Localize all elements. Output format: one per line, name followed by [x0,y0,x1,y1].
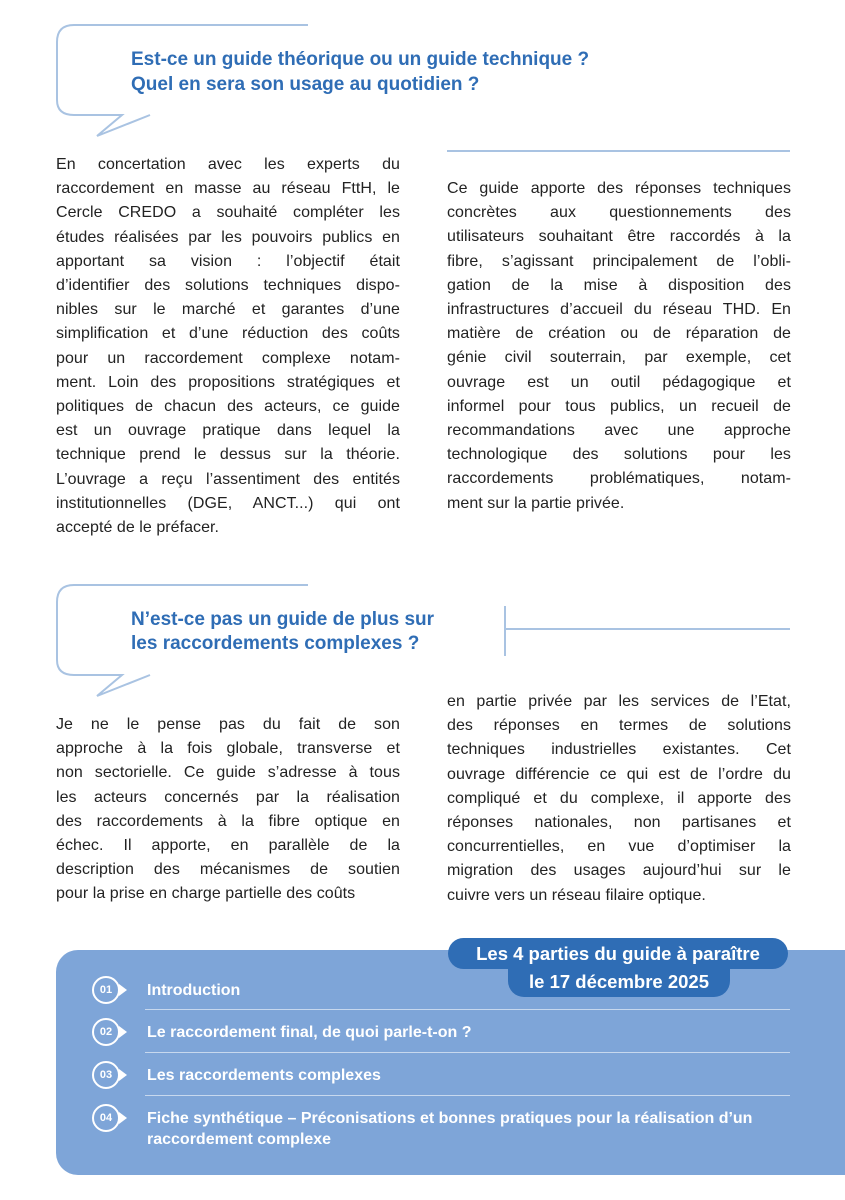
toc-item-1-label: Introduction [147,982,241,999]
text-line: gation de la mise à disposition des [447,276,791,294]
section1-left-column [56,153,400,540]
text-line: Ce guide apporte des réponses techniques [447,180,791,197]
text-line: matière de création ou de réparation de [447,325,791,343]
text-line: concrètes aux questionnements des [447,204,791,222]
text-line: échec. Il apporte, en parallèle de la [56,837,400,855]
text-line: est un ouvrage pratique dans lequel la [56,422,400,440]
text-line: informel pour tous publics, un recueil de [447,397,791,415]
text-line: migration des usages aujourd’hui sur le [447,862,791,880]
text-line: L’ouvrage a reçu l’assentiment des entités [56,470,400,488]
text-line: non sectorielle. Ce guide s’adresse à tous [56,764,400,782]
text-line: pour la prise en charge partielle des coûts [56,885,356,903]
text-line: Cercle CREDO a souhaité compléter les [56,204,400,222]
text-line: ouvrage est un outil pédagogique et [447,373,791,391]
toc-item-4-label: Fiche synthétique – Préconisations et bonnes pratiques pour la réalisation d’un raccordement complexe [147,1110,753,1148]
section2-left-column [56,713,400,907]
text-line: Je ne le pense pas du fait de son [56,716,400,733]
number-04-icon: 04 [92,1104,120,1132]
question-2-line2: les raccordements complexes ? [131,633,420,654]
text-line: institutionnelles (DGE, ANCT...) qui ont [56,494,400,512]
toc-item-2-label: Le raccordement final, de quoi parle-t-on ? [147,1024,472,1041]
text-line: infrastructures d’accueil du réseau THD. En [447,301,791,319]
text-line: raccordement en masse au réseau FttH, le [56,180,400,198]
section1-right-column [447,177,791,516]
text-line: des réponses en termes de solutions [447,717,791,735]
text-line: politiques de chacun des acteurs, ce guide [56,398,400,416]
text-line: études réalisées par les pouvoirs publics en [56,228,400,246]
text-line: nibles sur le marché et garantes d’une [56,301,400,319]
text-line: pour un raccordement complexe notam- [56,349,400,367]
text-line: technique prend le dessus sur la théorie. [56,446,400,464]
text-line: description des mécanismes de soutien [56,861,400,879]
text-line: concurrentielles, en vue d’optimiser la [447,838,791,856]
text-line: simplification et d’une réduction des coûts [56,325,400,343]
number-01-icon: 01 [92,976,120,1004]
text-line: en partie privée par les services de l’Etat, [447,693,791,710]
toc-separator [145,1095,790,1096]
question-1-line2: Quel en sera son usage au quotidien ? [131,74,480,95]
text-line: approche à la fois globale, transverse et [56,740,400,758]
text-line: apportant sa vision : l’objectif était [56,252,400,270]
text-line: raccordements problématiques, notam- [447,470,791,488]
text-line: En concertation avec les experts du [56,156,400,173]
divider-1 [447,150,790,152]
guide-parts-heading-line1: Les 4 parties du guide à paraître [448,938,788,969]
text-line: d’identifier des solutions techniques dispo- [56,277,400,295]
divider-2 [504,628,790,630]
section2-right-column [447,690,791,908]
toc-separator [145,1009,790,1010]
text-line: techniques industrielles existantes. Cet [447,741,791,759]
text-line: réponses nationales, non partisanes et [447,814,791,832]
text-line: les acteurs concernés par la réalisation [56,788,400,806]
divider-2-vertical [504,606,506,656]
question-2-line1: N’est-ce pas un guide de plus sur [131,609,435,630]
number-03-icon: 03 [92,1061,120,1089]
text-line: ment. Loin des propositions stratégiques et [56,373,400,391]
text-line: cuivre vers un réseau filaire optique. [447,886,706,904]
text-line: accepté de le préfacer. [56,519,220,537]
toc-separator [145,1052,790,1053]
text-line: des raccordements à la fibre optique en [56,812,400,830]
toc-item-3-label: Les raccordements complexes [147,1067,381,1084]
text-line: génie civil souterrain, par exemple, cet [447,349,791,367]
text-line: technologique des solutions pour les [447,446,791,464]
text-line: fibre, s’agissant principalement de l’obli- [447,252,791,270]
text-line: utilisateurs souhaitant être raccordés à la [447,228,791,246]
guide-parts-heading-line2: le 17 décembre 2025 [508,966,730,997]
text-line: ment sur la partie privée. [447,494,625,512]
text-line: recommandations avec une approche [447,422,791,440]
text-line: compliqué et du complexe, il apporte des [447,789,791,807]
number-02-icon: 02 [92,1018,120,1046]
text-line: ouvrage différencie ce qui est de l’ordre du [447,765,791,783]
question-1-line1: Est-ce un guide théorique ou un guide technique ? [131,49,590,70]
